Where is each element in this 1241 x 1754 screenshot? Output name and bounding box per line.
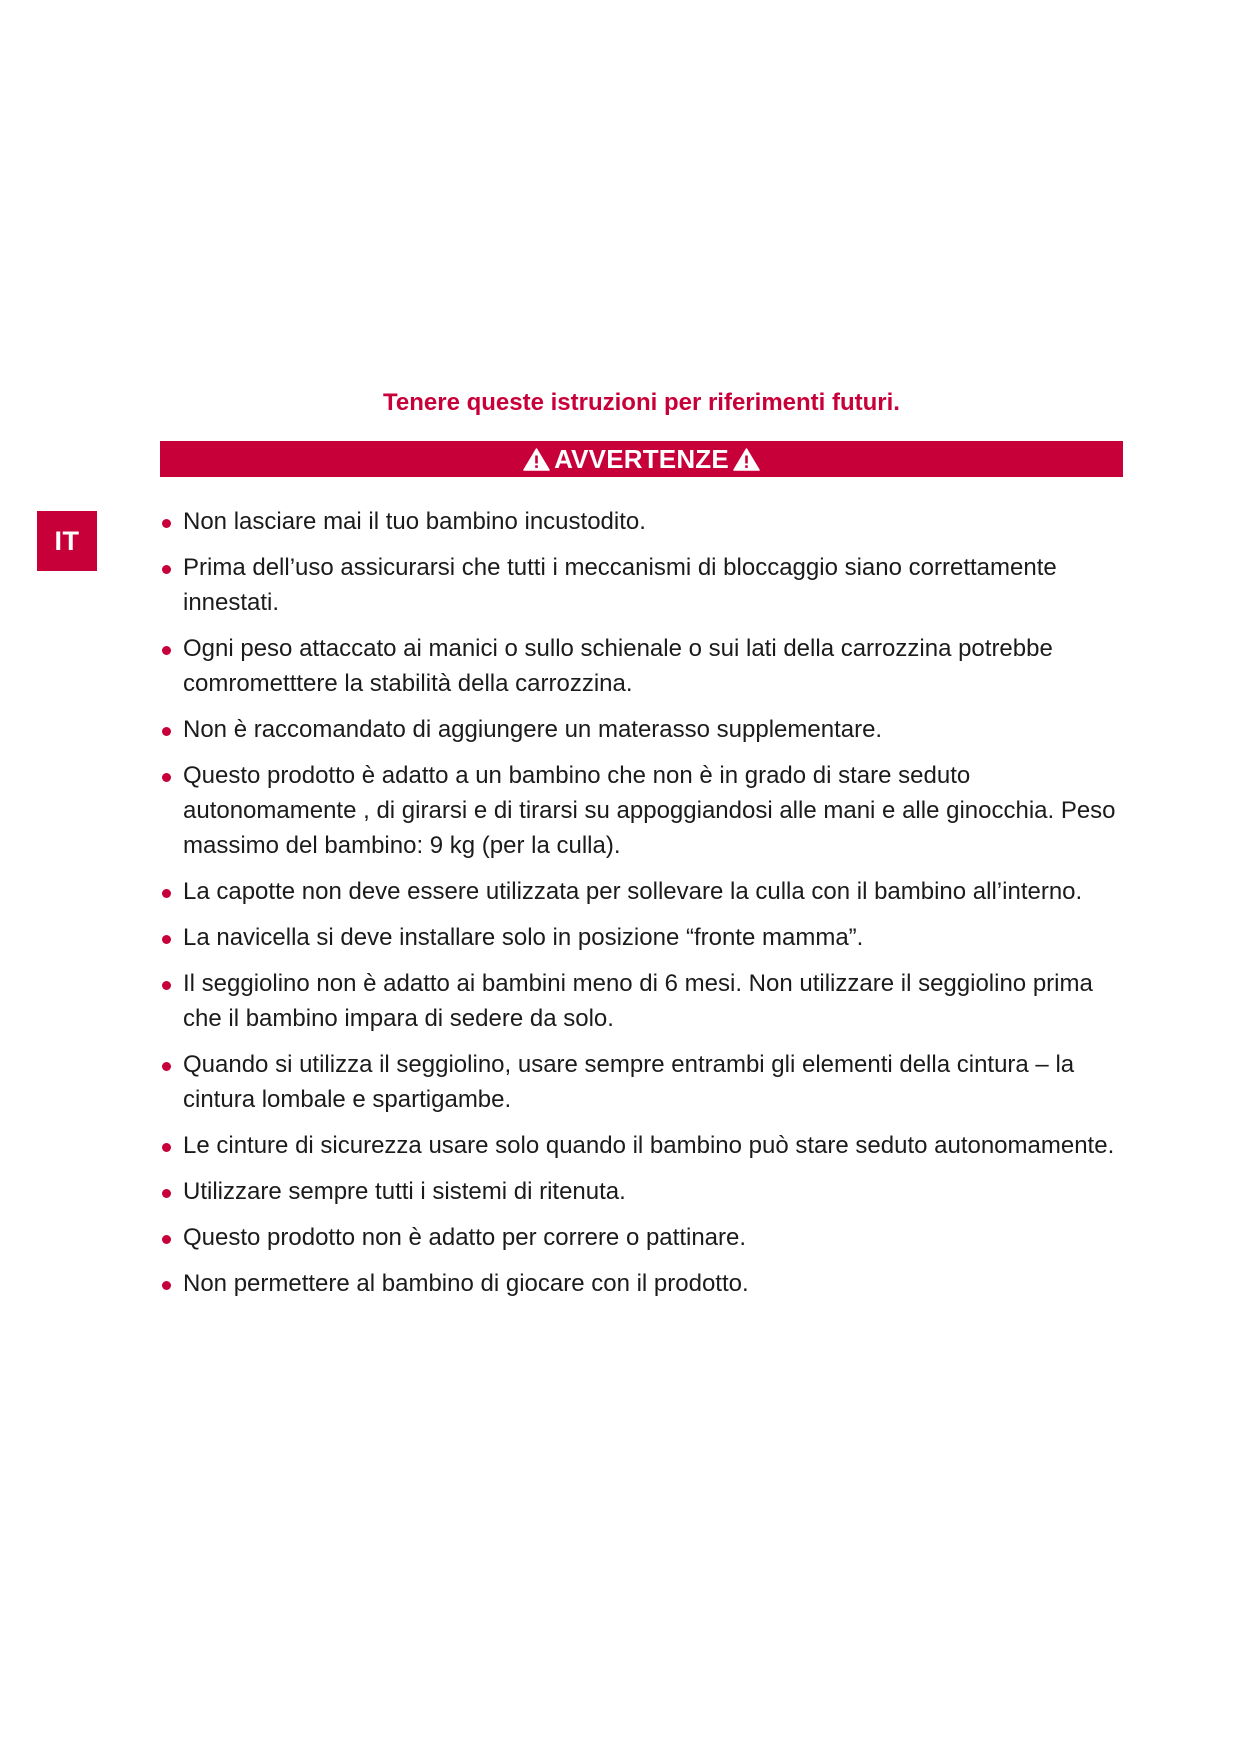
warning-text: Non lasciare mai il tuo bambino incustodito.	[183, 508, 646, 535]
bullet-icon	[162, 981, 171, 990]
warning-text: Questo prodotto non è adatto per correre o pattinare.	[183, 1224, 747, 1251]
warning-title: AVVERTENZE	[554, 443, 729, 474]
warning-item	[160, 758, 1120, 863]
warning-item	[160, 920, 1120, 955]
warnings-list	[160, 504, 1120, 1312]
warning-text: Non permettere al bambino di giocare con il prodotto.	[183, 1270, 749, 1297]
bullet-icon	[162, 1062, 171, 1071]
bullet-icon	[162, 889, 171, 898]
warning-text: Ogni peso attaccato ai manici o sullo schienale o sui lati della carrozzina potrebbe comrometttere la stabilità della carrozzina.	[183, 635, 1053, 697]
warning-triangle-icon	[523, 448, 550, 471]
bullet-icon	[162, 935, 171, 944]
warning-text: Prima dell’uso assicurarsi che tutti i meccanismi di bloccaggio siano correttamente innestati.	[183, 554, 1057, 616]
warning-item	[160, 1266, 1120, 1301]
bullet-icon	[162, 773, 171, 782]
warning-item	[160, 966, 1120, 1036]
warning-item	[160, 1220, 1120, 1255]
warning-text: Utilizzare sempre tutti i sistemi di ritenuta.	[183, 1178, 626, 1205]
warning-item	[160, 631, 1120, 701]
warning-item	[160, 1174, 1120, 1209]
warning-text: Le cinture di sicurezza usare solo quando il bambino può stare seduto autonomamente.	[183, 1132, 1115, 1159]
warning-text: La capotte non deve essere utilizzata per sollevare la culla con il bambino all’interno.	[183, 878, 1083, 905]
warning-item	[160, 1047, 1120, 1117]
bullet-icon	[162, 1189, 171, 1198]
warning-text: Quando si utilizza il seggiolino, usare sempre entrambi gli elementi della cintura – la cintura lombale e spartigambe.	[183, 1051, 1075, 1113]
bullet-icon	[162, 519, 171, 528]
bullet-icon	[162, 1235, 171, 1244]
bullet-icon	[162, 565, 171, 574]
warning-item	[160, 504, 1120, 539]
warning-text: Non è raccomandato di aggiungere un materasso supplementare.	[183, 716, 883, 743]
warning-item	[160, 1128, 1120, 1163]
warning-triangle-icon	[733, 448, 760, 471]
warning-text: Questo prodotto è adatto a un bambino che non è in grado di stare seduto autonomamente , di girarsi e di tirarsi su appoggiandosi alle mani e alle ginocchia. Peso massimo del bambino: 9 kg (per la culla).	[183, 762, 1116, 859]
bullet-icon	[162, 646, 171, 655]
language-tab: IT	[37, 511, 97, 571]
keep-instructions-note: Tenere queste istruzioni per riferimenti futuri.	[383, 389, 900, 416]
warning-text: Il seggiolino non è adatto ai bambini meno di 6 mesi. Non utilizzare il seggiolino prima che il bambino impara di sedere da solo.	[183, 970, 1093, 1032]
bullet-icon	[162, 1281, 171, 1290]
warning-item	[160, 874, 1120, 909]
warning-text: La navicella si deve installare solo in posizione “fronte mamma”.	[183, 924, 864, 951]
warning-item	[160, 712, 1120, 747]
warning-item	[160, 550, 1120, 620]
warning-header	[160, 441, 1123, 477]
bullet-icon	[162, 1143, 171, 1152]
bullet-icon	[162, 727, 171, 736]
